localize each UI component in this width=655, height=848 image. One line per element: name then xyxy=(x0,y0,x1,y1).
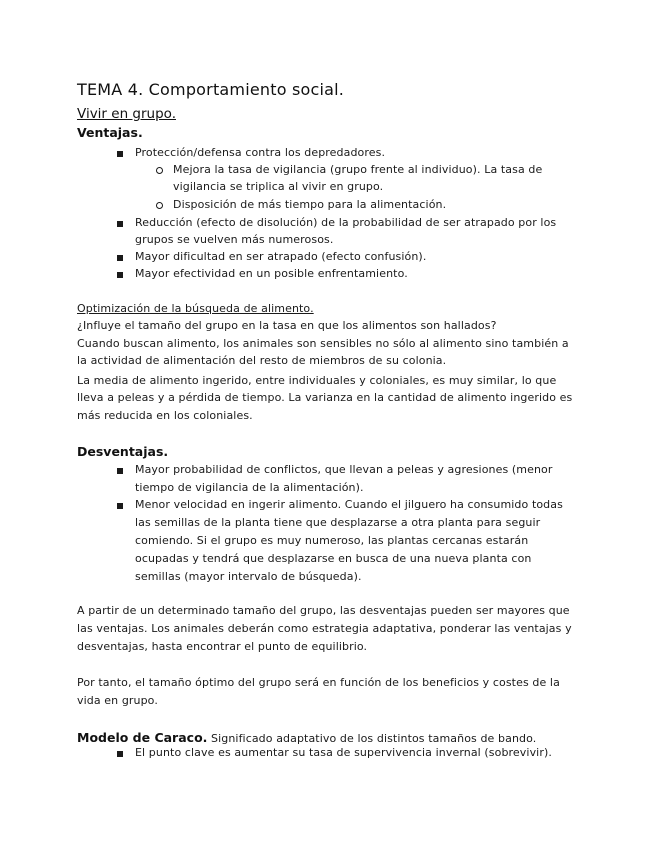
advantages-heading: Ventajas. xyxy=(77,125,143,140)
circle-bullet-icon xyxy=(156,202,163,209)
square-bullet-icon xyxy=(117,272,123,278)
disadvantage-item-1-line1: Mayor probabilidad de conflictos, que llevan a peleas y agresiones (menor xyxy=(135,463,553,476)
paragraph-1-line-3: desventajas, hasta encontrar el punto de equilibrio. xyxy=(77,640,368,653)
disadvantage-item-2-line4: ocupadas y tendrá que desplazarse en busca de una nueva planta con xyxy=(135,552,532,565)
disadvantage-item-2-line1: Menor velocidad en ingerir alimento. Cuando el jilguero ha consumido todas xyxy=(135,498,563,511)
optimization-line-3: la actividad de alimentación del resto de miembros de su colonia. xyxy=(77,354,447,367)
caraco-line xyxy=(77,727,536,746)
caraco-heading: Modelo de Caraco. xyxy=(77,730,208,745)
optimization-line-1: ¿Influye el tamaño del grupo en la tasa en que los alimentos son hallados? xyxy=(77,319,497,332)
advantage-item-4: Mayor efectividad en un posible enfrentamiento. xyxy=(135,267,408,280)
square-bullet-icon xyxy=(117,221,123,227)
optimization-heading: Optimización de la búsqueda de alimento. xyxy=(77,302,314,315)
advantage-subitem-1-line1: Mejora la tasa de vigilancia (grupo frente al individuo). La tasa de xyxy=(173,163,543,176)
optimization-line-5: lleva a peleas y a pérdida de tiempo. La varianza en la cantidad de alimento ingerido es xyxy=(77,391,573,404)
circle-bullet-icon xyxy=(156,167,163,174)
paragraph-1-line-2: las ventajas. Los animales deberán como estrategia adaptativa, ponderar las ventajas y xyxy=(77,622,572,635)
section-heading-vivir-en-grupo: Vivir en grupo. xyxy=(77,106,176,122)
square-bullet-icon xyxy=(117,468,123,474)
advantage-item-3: Mayor dificultad en ser atrapado (efecto confusión). xyxy=(135,250,427,263)
optimization-line-2: Cuando buscan alimento, los animales son sensibles no sólo al alimento sino también a xyxy=(77,337,569,350)
disadvantage-item-1-line2: tiempo de vigilancia de la alimentación). xyxy=(135,481,364,494)
paragraph-2-line-2: vida en grupo. xyxy=(77,694,158,707)
paragraph-1-line-1: A partir de un determinado tamaño del grupo, las desventajas pueden ser mayores que xyxy=(77,604,570,617)
advantage-item-2-line2: grupos se vuelven más numerosos. xyxy=(135,233,334,246)
optimization-line-4: La media de alimento ingerido, entre individuales y coloniales, es muy similar, lo que xyxy=(77,374,557,387)
advantage-item-2-line1: Reducción (efecto de disolución) de la probabilidad de ser atrapado por los xyxy=(135,216,557,229)
square-bullet-icon xyxy=(117,751,123,757)
caraco-item-1: El punto clave es aumentar su tasa de supervivencia invernal (sobrevivir). xyxy=(135,746,552,759)
advantage-subitem-2: Disposición de más tiempo para la alimentación. xyxy=(173,198,447,211)
disadvantages-heading: Desventajas. xyxy=(77,444,169,459)
disadvantage-item-2-line2: las semillas de la planta tiene que desplazarse a otra planta para seguir xyxy=(135,516,541,529)
square-bullet-icon xyxy=(117,255,123,261)
square-bullet-icon xyxy=(117,151,123,157)
disadvantage-item-2-line5: semillas (mayor intervalo de búsqueda). xyxy=(135,570,362,583)
page-title: TEMA 4. Comportamiento social. xyxy=(77,80,345,99)
disadvantage-item-2-line3: comiendo. Si el grupo es muy numeroso, las plantas cercanas estarán xyxy=(135,534,529,547)
paragraph-2-line-1: Por tanto, el tamaño óptimo del grupo será en función de los beneficios y costes de la xyxy=(77,676,560,689)
caraco-description: Significado adaptativo de los distintos tamaños de bando. xyxy=(207,732,537,745)
optimization-line-6: más reducida en los coloniales. xyxy=(77,409,253,422)
square-bullet-icon xyxy=(117,503,123,509)
advantage-subitem-1-line2: vigilancia se triplica al vivir en grupo. xyxy=(173,180,384,193)
advantage-item-1: Protección/defensa contra los depredadores. xyxy=(135,146,386,159)
